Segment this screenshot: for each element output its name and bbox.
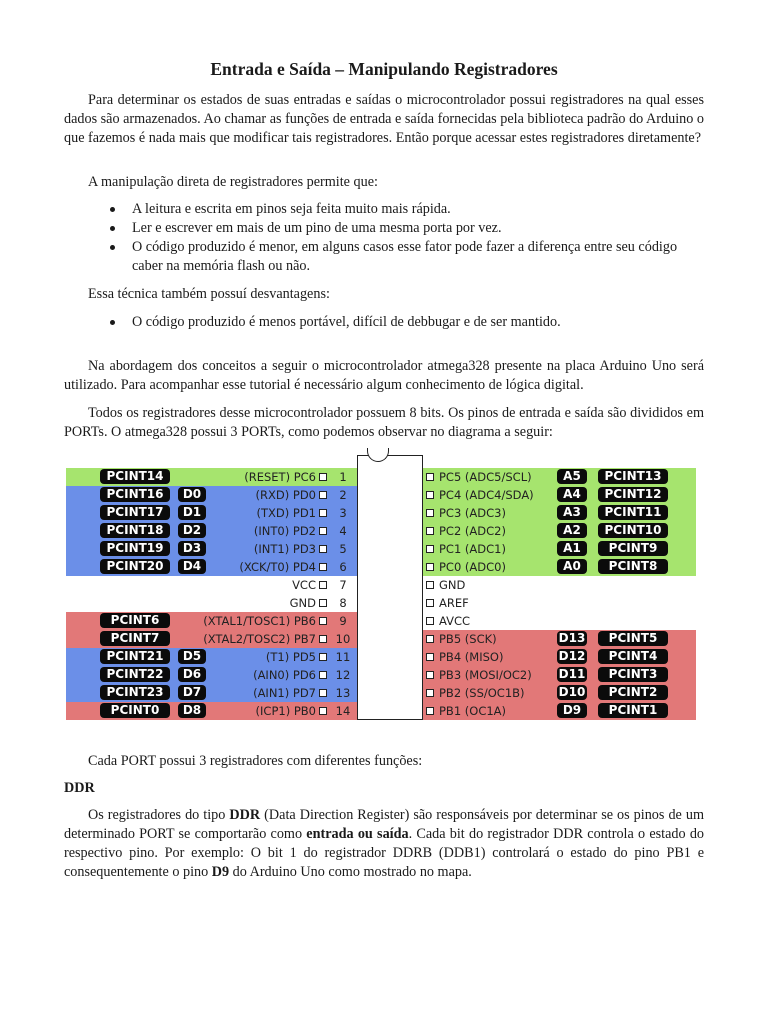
- arduino-pin-badge: D4: [178, 559, 206, 574]
- pin-function-label: (T1) PD5: [265, 650, 316, 664]
- pin-box: [319, 491, 327, 499]
- advantages-list: [64, 200, 704, 276]
- page-title: Entrada e Saída – Manipulando Registradores: [210, 59, 558, 79]
- pin-function-label: (XTAL2/TOSC2) PB7: [203, 632, 316, 646]
- pcint-badge: PCINT21: [100, 649, 170, 664]
- pin-function-label: (RXD) PD0: [255, 488, 316, 502]
- arduino-pin-badge: D1: [178, 505, 206, 520]
- pin-function-label: (AIN1) PD7: [253, 686, 316, 700]
- pin-box: [426, 509, 434, 517]
- pcint-badge: PCINT9: [598, 541, 668, 556]
- pcint-badge: PCINT23: [100, 685, 170, 700]
- arduino-pin-badge: D0: [178, 487, 206, 502]
- pin-box: [319, 617, 327, 625]
- pcint-badge: PCINT3: [598, 667, 668, 682]
- arduino-pin-badge: A4: [557, 487, 587, 502]
- pin-box: [426, 473, 434, 481]
- pin-box: [426, 491, 434, 499]
- arduino-pin-badge: D8: [178, 703, 206, 718]
- pin-function-label: PC2 (ADC2): [439, 524, 506, 538]
- pin-function-label: (AIN0) PD6: [253, 668, 316, 682]
- pin-number: 1: [339, 470, 347, 484]
- pin-box: [426, 635, 434, 643]
- pin-function-label: PC1 (ADC1): [439, 542, 506, 556]
- pin-box: [426, 617, 434, 625]
- pin-function-label: (XCK/T0) PD4: [239, 560, 316, 574]
- pin-box: [426, 671, 434, 679]
- pin-number: 9: [339, 614, 347, 628]
- pin-function-label: PC5 (ADC5/SCL): [439, 470, 532, 484]
- disadvantages-list: [64, 313, 704, 332]
- pcint-badge: PCINT16: [100, 487, 170, 502]
- pin-number: 4: [339, 524, 347, 538]
- arduino-pin-badge: A5: [557, 469, 587, 484]
- pcint-badge: PCINT5: [598, 631, 668, 646]
- ddr-heading: DDR: [64, 780, 95, 796]
- ddr-bold-term: entrada ou saída: [306, 826, 409, 842]
- list-item: Ler e escrever em mais de um pino de uma mesma porta por vez.: [64, 219, 704, 238]
- arduino-pin-badge: D5: [178, 649, 206, 664]
- arduino-pin-badge: A1: [557, 541, 587, 556]
- pcint-badge: PCINT1: [598, 703, 668, 718]
- pin-number: 2: [339, 488, 347, 502]
- disadvantages-intro: [64, 285, 704, 304]
- pin-function-label: PC3 (ADC3): [439, 506, 506, 520]
- arduino-pin-badge: D2: [178, 523, 206, 538]
- pcint-badge: PCINT18: [100, 523, 170, 538]
- pin-box: [426, 653, 434, 661]
- pin-function-label: GND: [289, 596, 316, 610]
- pin-function-label: PB5 (SCK): [439, 632, 497, 646]
- pcint-badge: PCINT12: [598, 487, 668, 502]
- pin-box: [319, 653, 327, 661]
- arduino-pin-badge: D7: [178, 685, 206, 700]
- arduino-pin-badge: A0: [557, 559, 587, 574]
- arduino-pin-badge: D6: [178, 667, 206, 682]
- abordagem-paragraph: [64, 357, 704, 395]
- pin-number: 13: [335, 686, 351, 700]
- chip-body: [357, 455, 423, 720]
- arduino-pin-badge: A2: [557, 523, 587, 538]
- pcint-badge: PCINT6: [100, 613, 170, 628]
- pin-function-label: VCC: [292, 578, 316, 592]
- ddr-paragraph: [64, 806, 704, 882]
- pin-box: [426, 563, 434, 571]
- pin-box: [319, 509, 327, 517]
- pin-number: 7: [339, 578, 347, 592]
- arduino-pin-badge: D13: [558, 631, 586, 645]
- pcint-badge: PCINT13: [598, 469, 668, 484]
- pcint-badge: PCINT19: [100, 541, 170, 556]
- pcint-badge: PCINT17: [100, 505, 170, 520]
- arduino-pin-badge: D9: [557, 703, 587, 718]
- pin-function-label: PC4 (ADC4/SDA): [439, 488, 534, 502]
- pin-number: 12: [335, 668, 351, 682]
- pin-box: [426, 599, 434, 607]
- arduino-pin-badge: D10: [558, 685, 586, 699]
- pin-function-label: GND: [439, 578, 466, 592]
- ddr-text-part: . Cada bit do registrador DDR controla o estado do respectivo pino. Por exemplo: O bit 1 do registrador DDRB (DDB1) controlará o estado do pino PB1 e consequentemente o pino: [64, 826, 705, 880]
- pin-function-label: (INT0) PD2: [253, 524, 316, 538]
- pin-function-label: (TXD) PD1: [256, 506, 316, 520]
- pin-box: [319, 599, 327, 607]
- cada-port-text: Cada PORT possui 3 registradores com diferentes funções:: [88, 753, 423, 769]
- pcint-badge: PCINT22: [100, 667, 170, 682]
- pin-function-label: PB4 (MISO): [439, 650, 504, 664]
- ddr-text-part: Os registradores do tipo: [88, 807, 230, 823]
- list-item: A leitura e escrita em pinos seja feita muito mais rápida.: [64, 200, 704, 219]
- list-item: O código produzido é menor, em alguns casos esse fator pode fazer a diferença entre seu código caber na memória flash ou não.: [64, 238, 704, 276]
- pin-box: [426, 689, 434, 697]
- ddr-bold-term: D9: [211, 864, 230, 880]
- pin-number: 10: [335, 632, 351, 646]
- pin-box: [319, 527, 327, 535]
- pin-number: 5: [339, 542, 347, 556]
- pcint-badge: PCINT11: [598, 505, 668, 520]
- pcint-badge: PCINT4: [598, 649, 668, 664]
- cada-port-paragraph: [64, 752, 704, 771]
- pcint-badge: PCINT20: [100, 559, 170, 574]
- pin-box: [319, 563, 327, 571]
- list-item: O código produzido é menos portável, difícil de debbugar e de ser mantido.: [64, 313, 704, 332]
- pcint-badge: PCINT8: [598, 559, 668, 574]
- pin-box: [319, 581, 327, 589]
- pin-box: [319, 707, 327, 715]
- intro-paragraph: [64, 91, 704, 148]
- pin-number: 14: [335, 704, 351, 718]
- ddr-bold-term: DDR: [229, 807, 261, 823]
- pin-box: [426, 581, 434, 589]
- pin-function-label: AVCC: [439, 614, 471, 628]
- pcint-badge: PCINT10: [598, 523, 668, 538]
- pin-number: 8: [339, 596, 347, 610]
- pin-box: [319, 689, 327, 697]
- pin-function-label: PB3 (MOSI/OC2): [439, 668, 532, 682]
- arduino-pin-badge: D12: [558, 649, 586, 663]
- pin-number: 3: [339, 506, 347, 520]
- disadvantages-intro-text: Essa técnica também possuí desvantagens:: [88, 286, 330, 302]
- arduino-pin-badge: D3: [178, 541, 206, 556]
- pcint-badge: PCINT2: [598, 685, 668, 700]
- pin-box: [319, 635, 327, 643]
- pin-function-label: PC0 (ADC0): [439, 560, 506, 574]
- pin-function-label: AREF: [439, 596, 469, 610]
- pin-number: 11: [335, 650, 351, 664]
- pin-number: 6: [339, 560, 347, 574]
- pin-function-label: (XTAL1/TOSC1) PB6: [203, 614, 316, 628]
- pin-box: [319, 671, 327, 679]
- ports-paragraph: [64, 404, 704, 442]
- pcint-badge: PCINT7: [100, 631, 170, 646]
- arduino-pin-badge: D11: [558, 667, 586, 681]
- ddr-text-part: (Data Direction Register) são responsáveis por determinar se os pinos de um determinado PORT se comportarão como: [64, 807, 704, 842]
- pin-box: [426, 545, 434, 553]
- pin-function-label: (ICP1) PB0: [255, 704, 316, 718]
- intro-text: Para determinar os estados de suas entradas e saídas o microcontrolador possui registradores na qual esses dados são armazenados. Ao chamar as funções de entrada e saída fornecidas pela biblioteca padrão do Arduino o que fazemos é nada mais que modificar tais registradores. Então porque acessar estes registradores diretamente?: [64, 92, 704, 146]
- pin-function-label: (INT1) PD3: [253, 542, 316, 556]
- pin-box: [426, 707, 434, 715]
- advantages-intro-text: A manipulação direta de registradores permite que:: [88, 174, 378, 190]
- pin-box: [426, 527, 434, 535]
- pcint-badge: PCINT0: [100, 703, 170, 718]
- pin-box: [319, 473, 327, 481]
- abordagem-text: Na abordagem dos conceitos a seguir o microcontrolador atmega328 presente na placa Arduino Uno será utilizado. Para acompanhar esse tutorial é necessário algum conhecimento de lógica digital.: [64, 358, 704, 393]
- pin-function-label: (RESET) PC6: [244, 470, 316, 484]
- pcint-badge: PCINT14: [100, 469, 170, 484]
- pin-function-label: PB1 (OC1A): [439, 704, 507, 718]
- pin-box: [319, 545, 327, 553]
- advantages-intro: [64, 173, 704, 192]
- ddr-text: [64, 806, 704, 882]
- arduino-pin-badge: A3: [557, 505, 587, 520]
- pin-function-label: PB2 (SS/OC1B): [439, 686, 525, 700]
- ports-text: Todos os registradores desse microcontrolador possuem 8 bits. Os pinos de entrada e saída são divididos em PORTs. O atmega328 possui 3 PORTs, como podemos observar no diagrama a seguir:: [64, 405, 704, 440]
- ddr-text-part: do Arduino Uno como mostrado no mapa.: [229, 864, 472, 880]
